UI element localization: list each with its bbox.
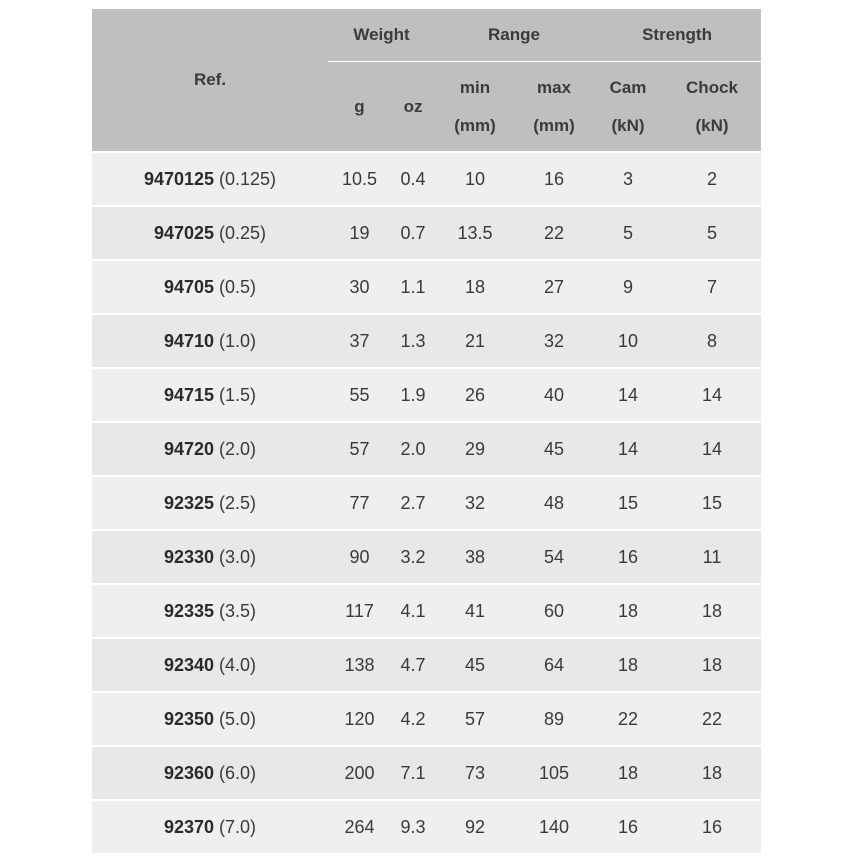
cam-cell: 15	[593, 476, 663, 530]
g-cell: 77	[328, 476, 391, 530]
oz-cell: 3.2	[391, 530, 435, 584]
ref-code: 92360	[163, 762, 215, 783]
ref-size: (2.0)	[214, 438, 257, 459]
max-cell: 27	[515, 260, 593, 314]
cam-label: Cam	[609, 77, 647, 97]
chock-cell: 14	[663, 422, 761, 476]
ref-size: (4.0)	[214, 654, 257, 675]
g-cell: 19	[328, 206, 391, 260]
ref-cell	[92, 638, 328, 692]
table-row	[92, 476, 761, 530]
chock-cell: 14	[663, 368, 761, 422]
g-cell: 57	[328, 422, 391, 476]
max-cell: 48	[515, 476, 593, 530]
ref-size: (0.25)	[214, 222, 267, 243]
cam-cell: 14	[593, 422, 663, 476]
table-row	[92, 314, 761, 368]
oz-cell: 1.1	[391, 260, 435, 314]
oz-cell: 4.2	[391, 692, 435, 746]
min-cell: 38	[435, 530, 515, 584]
oz-cell: 4.1	[391, 584, 435, 638]
chock-cell: 22	[663, 692, 761, 746]
ref-code: 92325	[163, 492, 215, 513]
ref-code: 92370	[163, 816, 215, 837]
oz-cell: 7.1	[391, 746, 435, 800]
table-row	[92, 530, 761, 584]
ref-header: Ref.	[92, 9, 328, 152]
min-cell: 26	[435, 368, 515, 422]
table-header	[92, 9, 761, 152]
cam-cell: 16	[593, 530, 663, 584]
ref-cell	[92, 314, 328, 368]
ref-cell	[92, 260, 328, 314]
max-cell: 64	[515, 638, 593, 692]
max-cell: 40	[515, 368, 593, 422]
ref-size: (0.5)	[214, 276, 257, 297]
table-row	[92, 152, 761, 206]
g-header: g	[328, 62, 391, 153]
ref-size: (3.0)	[214, 546, 257, 567]
chock-cell: 16	[663, 800, 761, 853]
table-row	[92, 260, 761, 314]
min-cell: 13.5	[435, 206, 515, 260]
cam-cell: 16	[593, 800, 663, 853]
ref-cell	[92, 800, 328, 853]
ref-cell	[92, 368, 328, 422]
spec-table	[92, 9, 761, 853]
table-row	[92, 638, 761, 692]
header-group-row	[92, 9, 761, 62]
min-cell: 21	[435, 314, 515, 368]
oz-cell: 0.7	[391, 206, 435, 260]
g-cell: 30	[328, 260, 391, 314]
max-cell: 54	[515, 530, 593, 584]
min-cell: 45	[435, 638, 515, 692]
chock-label: Chock	[686, 77, 738, 97]
chock-cell: 11	[663, 530, 761, 584]
ref-size: (0.125)	[214, 168, 277, 189]
max-unit: (mm)	[533, 115, 575, 135]
ref-cell	[92, 584, 328, 638]
ref-code: 92330	[163, 546, 215, 567]
weight-header: Weight	[328, 9, 435, 62]
oz-cell: 9.3	[391, 800, 435, 853]
oz-cell: 2.0	[391, 422, 435, 476]
cam-cell: 18	[593, 584, 663, 638]
cam-cell: 18	[593, 638, 663, 692]
oz-cell: 1.3	[391, 314, 435, 368]
table-row	[92, 692, 761, 746]
max-cell: 89	[515, 692, 593, 746]
min-cell: 32	[435, 476, 515, 530]
chock-header	[663, 62, 761, 153]
chock-unit: (kN)	[695, 115, 729, 135]
table-body	[92, 152, 761, 853]
g-cell: 90	[328, 530, 391, 584]
ref-cell	[92, 692, 328, 746]
chock-cell: 2	[663, 152, 761, 206]
table-row	[92, 800, 761, 853]
chock-cell: 18	[663, 638, 761, 692]
oz-cell: 0.4	[391, 152, 435, 206]
ref-size: (1.5)	[214, 384, 257, 405]
max-cell: 45	[515, 422, 593, 476]
cam-cell: 22	[593, 692, 663, 746]
oz-cell: 4.7	[391, 638, 435, 692]
ref-size: (6.0)	[214, 762, 257, 783]
ref-code: 94710	[163, 330, 215, 351]
strength-header: Strength	[593, 9, 761, 62]
ref-code: 94705	[163, 276, 215, 297]
g-cell: 200	[328, 746, 391, 800]
ref-cell	[92, 152, 328, 206]
ref-cell	[92, 530, 328, 584]
ref-cell	[92, 746, 328, 800]
min-header	[435, 62, 515, 153]
g-cell: 55	[328, 368, 391, 422]
ref-size: (1.0)	[214, 330, 257, 351]
g-cell: 10.5	[328, 152, 391, 206]
cam-header	[593, 62, 663, 153]
max-cell: 32	[515, 314, 593, 368]
max-cell: 140	[515, 800, 593, 853]
oz-header: oz	[391, 62, 435, 153]
min-cell: 92	[435, 800, 515, 853]
g-cell: 138	[328, 638, 391, 692]
oz-cell: 1.9	[391, 368, 435, 422]
min-cell: 41	[435, 584, 515, 638]
min-cell: 57	[435, 692, 515, 746]
ref-size: (5.0)	[214, 708, 257, 729]
min-label: min	[459, 77, 491, 97]
max-header	[515, 62, 593, 153]
max-cell: 105	[515, 746, 593, 800]
range-header: Range	[435, 9, 593, 62]
table-row	[92, 368, 761, 422]
cam-cell: 3	[593, 152, 663, 206]
g-cell: 120	[328, 692, 391, 746]
ref-code: 92340	[163, 654, 215, 675]
min-cell: 29	[435, 422, 515, 476]
ref-cell	[92, 476, 328, 530]
chock-cell: 15	[663, 476, 761, 530]
ref-size: (3.5)	[214, 600, 257, 621]
table-row	[92, 584, 761, 638]
min-unit: (mm)	[454, 115, 496, 135]
cam-cell: 14	[593, 368, 663, 422]
g-cell: 37	[328, 314, 391, 368]
max-cell: 16	[515, 152, 593, 206]
g-cell: 117	[328, 584, 391, 638]
ref-cell	[92, 422, 328, 476]
ref-code: 94720	[163, 438, 215, 459]
min-cell: 18	[435, 260, 515, 314]
table-row	[92, 746, 761, 800]
cam-cell: 5	[593, 206, 663, 260]
max-label: max	[537, 77, 572, 97]
cam-cell: 18	[593, 746, 663, 800]
g-cell: 264	[328, 800, 391, 853]
table-row	[92, 422, 761, 476]
min-cell: 10	[435, 152, 515, 206]
ref-code: 94715	[163, 384, 215, 405]
chock-cell: 18	[663, 746, 761, 800]
max-cell: 22	[515, 206, 593, 260]
min-cell: 73	[435, 746, 515, 800]
ref-code: 92335	[163, 600, 215, 621]
ref-size: (2.5)	[214, 492, 257, 513]
cam-cell: 9	[593, 260, 663, 314]
oz-cell: 2.7	[391, 476, 435, 530]
chock-cell: 8	[663, 314, 761, 368]
chock-cell: 5	[663, 206, 761, 260]
ref-code: 92350	[163, 708, 215, 729]
cam-cell: 10	[593, 314, 663, 368]
table-row	[92, 206, 761, 260]
chock-cell: 18	[663, 584, 761, 638]
cam-unit: (kN)	[611, 115, 645, 135]
chock-cell: 7	[663, 260, 761, 314]
max-cell: 60	[515, 584, 593, 638]
ref-code: 947025	[153, 222, 215, 243]
ref-code: 9470125	[143, 168, 215, 189]
ref-cell	[92, 206, 328, 260]
ref-size: (7.0)	[214, 816, 257, 837]
